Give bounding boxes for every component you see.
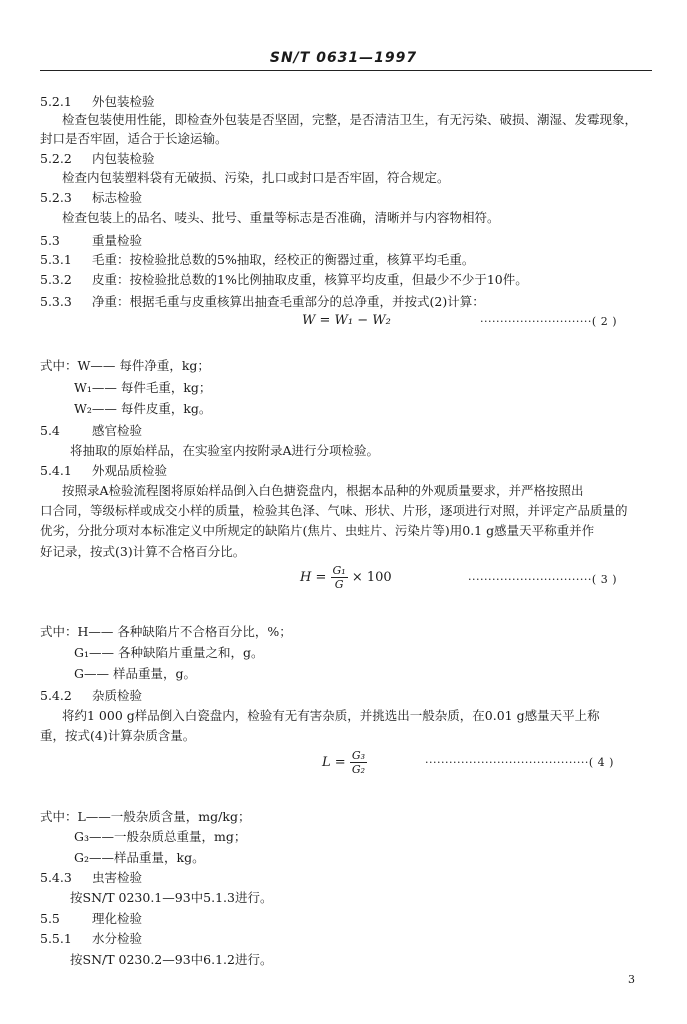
body-text: 按SN/T 0230.1—93中5.1.3进行。 — [70, 890, 273, 905]
body-text: 按照录A检验流程图将原始样品倒入白色搪瓷盘内，根据本品种的外观质量要求，并严格按照出 — [62, 483, 584, 498]
section-heading: 5.3 重量检验 — [40, 233, 143, 248]
where-line: W₁—— 每件毛重，kg； — [74, 380, 212, 395]
section-heading: 5.3.2 皮重：按检验批总数的1%比例抽取皮重，核算平均皮重，但最少不少于10件。 — [40, 272, 528, 287]
equation-number: ( 2 ) — [591, 315, 617, 328]
where-line: G₁—— 各种缺陷片重量之和，g。 — [74, 645, 264, 660]
section-heading: 5.4.3 虫害检验 — [40, 870, 143, 885]
formula-4-leader: ·········································( 4 ) — [425, 756, 614, 769]
where-line: 式中：L——一般杂质含量，mg/kg； — [40, 809, 251, 824]
where-line: 式中：W—— 每件净重，kg； — [40, 358, 210, 373]
section-heading: 5.3.3 净重：根据毛重与皮重核算出抽查毛重部分的总净重，并按式(2)计算： — [40, 294, 485, 309]
standard-code-header: SN/T 0631—1997 — [269, 50, 418, 66]
body-text: 检查包装使用性能，即检查外包装是否坚固，完整，是否清洁卫生，有无污染、破损、潮湿、发霉现象， — [62, 112, 638, 127]
formula-3: H = $\frac{\text{G₁}}{G}$ × 100 — [300, 564, 392, 591]
body-text: 检查包装上的品名、唛头、批号、重量等标志是否准确，清晰并与内容物相符。 — [62, 210, 500, 225]
body-text: 口合同，等级标样或成交小样的质量，检验其色泽、气味、形状、片形，逐项进行对照，并评定产品质量的 — [40, 503, 628, 518]
section-heading: 5.5 理化检验 — [40, 911, 143, 926]
body-text: 好记录，按式(3)计算不合格百分比。 — [40, 544, 246, 559]
formula-4: L = $\frac{\text{G₃}}{\text{G₂}}$ — [322, 749, 366, 776]
equation-number: ( 4 ) — [588, 756, 614, 769]
page-number: 3 — [628, 973, 635, 986]
section-heading: 5.4 感官检验 — [40, 423, 143, 438]
formula-3-leader: ·······························( 3 ) — [468, 573, 617, 586]
body-text: 将约1 000 g样品倒入白瓷盘内，检验有无有害杂质，并挑选出一般杂质，在0.01 g感量天平上称 — [62, 708, 600, 723]
formula-2: W = W₁ − W₂ — [302, 313, 391, 328]
where-line: 式中：H—— 各种缺陷片不合格百分比，%； — [40, 624, 292, 639]
section-heading: 5.2.3 标志检验 — [40, 190, 143, 205]
where-line: G—— 样品重量，g。 — [74, 666, 196, 681]
body-text: 检查内包装塑料袋有无破损、污染，扎口或封口是否牢固，符合规定。 — [62, 170, 450, 185]
body-text: 将抽取的原始样品，在实验室内按附录A进行分项检验。 — [70, 443, 380, 458]
body-text: 按SN/T 0230.2—93中6.1.2进行。 — [70, 952, 273, 967]
header-rule — [40, 70, 652, 71]
where-line: W₂—— 每件皮重，kg。 — [74, 401, 212, 416]
section-heading: 5.5.1 水分检验 — [40, 931, 143, 946]
formula-2-leader: ····························( 2 ) — [480, 315, 617, 328]
section-heading: 5.2.1 外包装检验 — [40, 94, 155, 109]
body-text: 优劣，分批分项对本标准定义中所规定的缺陷片(焦片、虫蛀片、污染片等)用0.1 g感量天平称重并作 — [40, 523, 595, 538]
equation-number: ( 3 ) — [591, 573, 617, 586]
body-text: 封口是否牢固，适合于长途运输。 — [40, 131, 228, 146]
where-line: G₃——一般杂质总重量，mg； — [74, 829, 247, 844]
where-line: G₂——样品重量，kg。 — [74, 850, 205, 865]
body-text: 重，按式(4)计算杂质含量。 — [40, 728, 196, 743]
section-heading: 5.3.1 毛重：按检验批总数的5%抽取，经校正的衡器过重，核算平均毛重。 — [40, 252, 475, 267]
section-heading: 5.4.1 外观品质检验 — [40, 463, 168, 478]
section-heading: 5.2.2 内包装检验 — [40, 151, 155, 166]
section-heading: 5.4.2 杂质检验 — [40, 688, 143, 703]
